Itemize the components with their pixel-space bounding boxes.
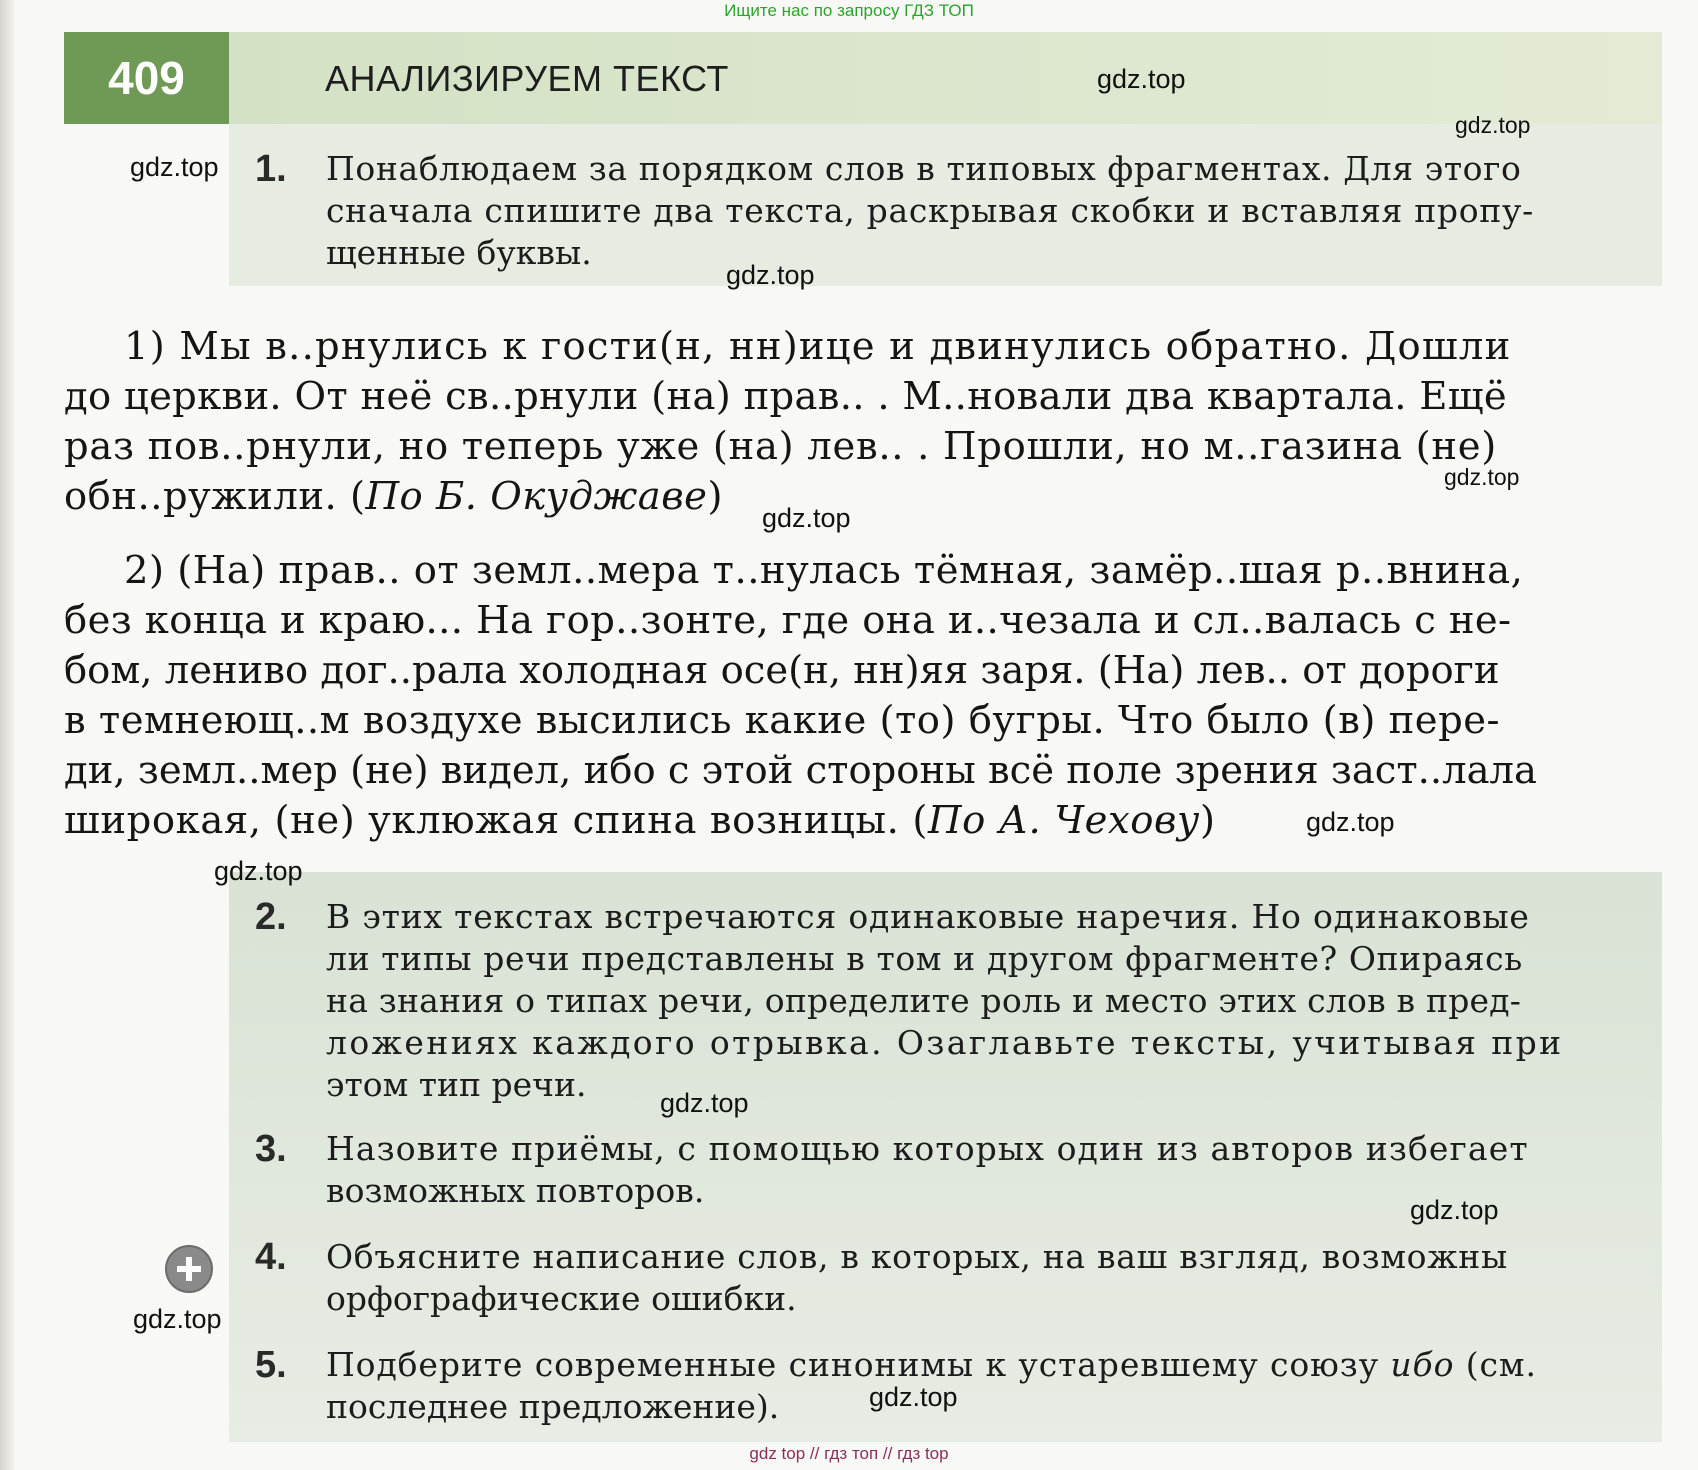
text2-line-last — [64, 796, 1216, 846]
text1-source: По Б. Окуджаве — [365, 474, 708, 519]
task2-line: этом тип речи. — [326, 1065, 587, 1104]
task1-number: 1. — [255, 148, 287, 190]
watermark: gdz.top — [1306, 807, 1395, 837]
task4-line: Объясните написание слов, в которых, на ваш взгляд, возможны — [326, 1237, 1508, 1276]
task1-line: щенные буквы. — [326, 233, 592, 272]
watermark: gdz.top — [1410, 1195, 1499, 1225]
task5-line: последнее предложение). — [326, 1387, 780, 1426]
task5-number: 5. — [255, 1344, 287, 1386]
text2-line: в темнеющ..м воздухе высились какие (то) бугры. Что было (в) пере- — [64, 698, 1501, 743]
text1-line: до церкви. От неё св..рнули (на) прав.. . М..новали два квартала. Ещё — [64, 374, 1507, 419]
task2-number: 2. — [255, 896, 287, 938]
task4-number: 4. — [255, 1236, 287, 1278]
watermark: gdz.top — [660, 1088, 749, 1118]
watermark: gdz.top — [214, 856, 303, 886]
task4-line: орфографические ошибки. — [326, 1279, 797, 1318]
text1-line-start: обн..ружили. ( — [64, 474, 366, 519]
task2-line: ложениях каждого отрывка. Озаглавьте тексты, учитывая при — [326, 1023, 1564, 1062]
task3-line: Назовите приёмы, с помощью которых один из авторов избегает — [326, 1129, 1529, 1168]
task5-text: Подберите современные синонимы к устаревшему союзу — [326, 1345, 1391, 1384]
task2-line: ли типы речи представлены в том и другом фрагменте? Опираясь — [326, 939, 1523, 978]
text2-line: без конца и краю... На гор..зонте, где она и..чезала и сл..валась с не- — [64, 598, 1512, 643]
text2-source: По А. Чехову — [927, 798, 1200, 843]
watermark: gdz.top — [762, 503, 851, 533]
watermark: gdz.top — [1097, 64, 1186, 94]
task5-line — [326, 1344, 1537, 1386]
plus-circle-icon[interactable] — [165, 1245, 213, 1293]
text1-line: 1) Мы в..рнулись к гости(н, нн)ице и двинулись обратно. Дошли — [124, 324, 1512, 369]
task5-italic-word: ибо — [1390, 1345, 1455, 1384]
task3-line: возможных повторов. — [326, 1171, 705, 1210]
watermark: gdz.top — [869, 1382, 958, 1412]
exercise-title: АНАЛИЗИРУЕМ ТЕКСТ — [325, 58, 729, 99]
task1-line: сначала спишите два текста, раскрывая скобки и вставляя пропу- — [326, 191, 1534, 230]
text1-close-paren: ) — [707, 474, 723, 519]
watermark: gdz.top — [726, 260, 815, 290]
watermark: gdz.top — [133, 1304, 222, 1334]
watermark: gdz.top — [1455, 112, 1531, 138]
top-banner[interactable]: Ищите нас по запросу ГДЗ ТОП — [724, 1, 974, 20]
watermark: gdz.top — [1444, 464, 1520, 490]
text2-line: бом, лениво дог..рала холодная осе(н, нн)яя заря. (На) лев.. от дороги — [64, 648, 1500, 693]
text2-close-paren: ) — [1200, 798, 1216, 843]
text2-line-start: широкая, (не) уклюжая спина возницы. ( — [64, 798, 928, 843]
text1-line: раз пов..рнули, но теперь уже (на) лев.. . Прошли, но м..газина (не) — [64, 424, 1497, 469]
footer-links[interactable]: gdz top // гдз топ // гдз top — [749, 1444, 949, 1463]
text2-line: ди, земл..мер (не) видел, ибо с этой стороны всё поле зрения заст..лала — [64, 748, 1537, 793]
task3-number: 3. — [255, 1128, 287, 1170]
watermark: gdz.top — [130, 152, 219, 182]
text1-line-last — [64, 472, 723, 522]
text2-line: 2) (На) прав.. от земл..мера т..нулась тёмная, замёр..шая р..внина, — [124, 548, 1524, 593]
task1-line: Понаблюдаем за порядком слов в типовых фрагментах. Для этого — [326, 149, 1522, 188]
task2-line: на знания о типах речи, определите роль и место этих слов в пред- — [326, 981, 1522, 1020]
task2-line: В этих текстах встречаются одинаковые наречия. Но одинаковые — [326, 897, 1530, 936]
task5-text-end: (см. — [1454, 1345, 1537, 1384]
exercise-number: 409 — [64, 32, 229, 124]
page-edge-shade — [0, 0, 14, 1470]
